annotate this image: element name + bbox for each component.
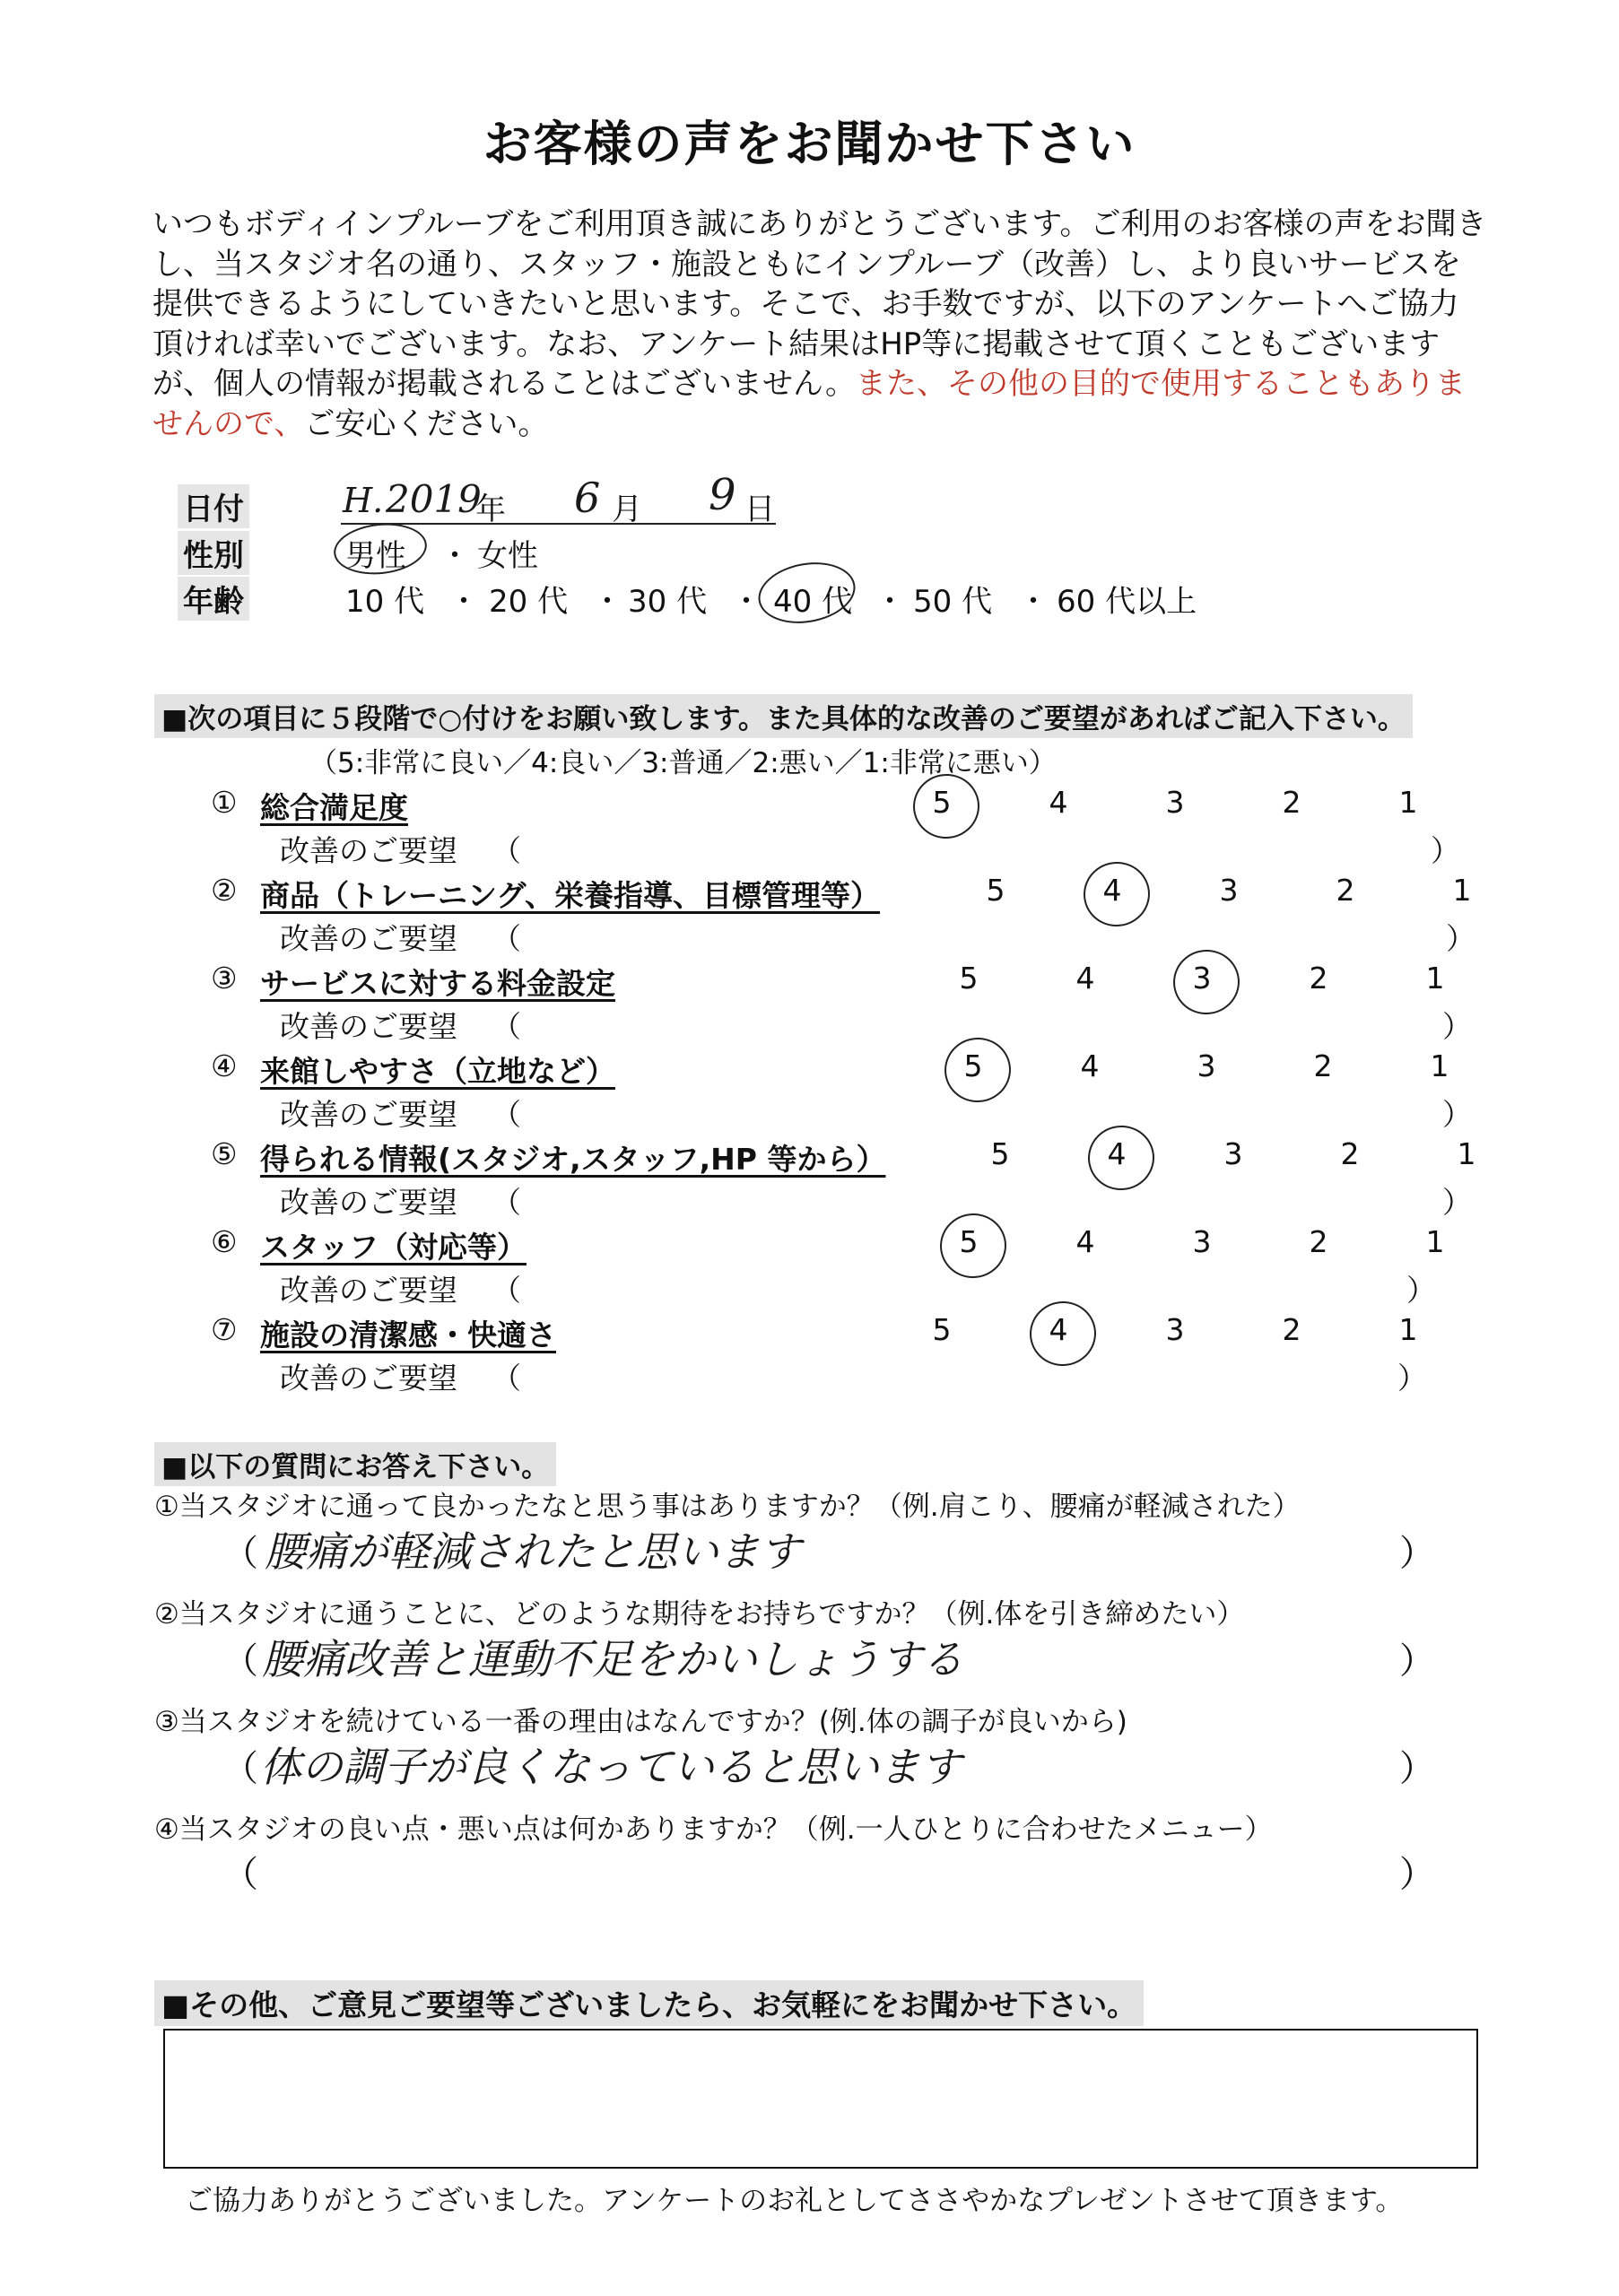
- date-era[interactable]: H.: [343, 481, 384, 520]
- age-label: 年齢: [178, 577, 249, 621]
- rating-score-option[interactable]: 2: [1309, 961, 1328, 996]
- date-day[interactable]: 9: [709, 470, 736, 520]
- rating-score-option[interactable]: 5: [986, 873, 1005, 908]
- answer-open-paren: （: [222, 1533, 258, 1574]
- gender-separator: ・: [440, 538, 470, 574]
- answer-open-paren: （: [222, 1748, 258, 1789]
- rating-score-option[interactable]: 3: [1223, 1136, 1243, 1171]
- rating-score-option[interactable]: 3: [1165, 785, 1185, 820]
- rating-request-close-paren: ）: [1442, 1185, 1472, 1220]
- rating-score-option[interactable]: 5: [959, 961, 979, 996]
- rating-score-option[interactable]: 5: [932, 785, 952, 820]
- rating-request-open-paren: （: [492, 1361, 521, 1396]
- question-text: ②当スタジオに通うことに、どのような期待をお持ちですか？（例.体を引き締めたい）: [154, 1598, 1245, 1631]
- rating-score-option[interactable]: 3: [1165, 1312, 1185, 1347]
- question-text: ③当スタジオを続けている一番の理由はなんですか？(例.体の調子が良いから): [154, 1706, 1127, 1738]
- rating-item-label: 得られる情報(スタジオ,スタッフ,HP 等から）: [260, 1142, 886, 1177]
- intro-paragraph: [152, 204, 1489, 444]
- rating-score-option[interactable]: 4: [1107, 1136, 1127, 1171]
- intro-text: いつもボディインプルーブをご利用頂き誠にありがとうございます。ご利用のお客様の声をお聞きし、当スタジオ名の通り、スタッフ・施設ともにインプルーブ（改善）し、より良いサービスを提供できるようにしていきたいと思います。そこで、お手数ですが、以下のアンケートへご協力頂ければ幸いでございます。なお、アンケート結果はHP等に掲載させて頂くこともございますが、個人の情報が掲載されることはございません。: [152, 206, 1487, 402]
- age-option-10[interactable]: 10 代: [345, 584, 425, 620]
- rating-score-option[interactable]: 4: [1075, 961, 1095, 996]
- answer-close-paren: ）: [1399, 1533, 1435, 1574]
- rating-request-close-paren: ）: [1406, 1273, 1436, 1308]
- questions-section-heading: ■以下の質問にお答え下さい。: [154, 1442, 556, 1486]
- rating-selected-circle: [1079, 857, 1153, 931]
- rating-score-option[interactable]: 4: [1049, 1312, 1068, 1347]
- rating-request-open-paren: （: [492, 1185, 521, 1220]
- answer-close-paren: ）: [1399, 1640, 1435, 1682]
- rating-score-option[interactable]: 2: [1282, 1312, 1301, 1347]
- rating-request-label: 改善のご要望: [280, 1273, 457, 1308]
- rating-score-option[interactable]: 5: [932, 1312, 952, 1347]
- rating-item-number: ⑥: [211, 1224, 238, 1259]
- rating-item-label: 来館しやすさ（立地など）: [260, 1054, 615, 1089]
- rating-request-open-paren: （: [492, 1273, 521, 1308]
- answer-handwritten[interactable]: 腰痛改善と運動不足をかいしょうする: [262, 1635, 963, 1683]
- question-text: ①当スタジオに通って良かったなと思う事はありますか？（例.肩こり、腰痛が軽減された）: [154, 1491, 1301, 1523]
- rating-item-label: 施設の清潔感・快適さ: [260, 1318, 556, 1352]
- rating-selected-circle: [1169, 945, 1243, 1019]
- rating-score-option[interactable]: 2: [1309, 1224, 1328, 1259]
- rating-request-open-paren: （: [492, 921, 521, 956]
- rating-request-open-paren: （: [492, 1009, 521, 1044]
- rating-item-label: スタッフ（対応等）: [260, 1230, 527, 1265]
- answer-handwritten[interactable]: 体の調子が良くなっていると思います: [260, 1743, 962, 1791]
- answer-open-paren: （: [222, 1640, 258, 1682]
- question-text: ④当スタジオの良い点・悪い点は何かありますか？（例.一人ひとりに合わせたメニュー）: [154, 1813, 1273, 1846]
- rating-request-label: 改善のご要望: [280, 921, 457, 956]
- date-day-unit: 日: [744, 491, 775, 527]
- rating-score-option[interactable]: 2: [1340, 1136, 1360, 1171]
- rating-request-close-paren: ）: [1446, 921, 1475, 956]
- age-separator: ・: [875, 584, 905, 620]
- rating-score-option[interactable]: 5: [959, 1224, 979, 1259]
- intro-red-text: また、その他の目的で使用することもありませんので、: [152, 366, 1467, 442]
- rating-request-open-paren: （: [492, 1097, 521, 1132]
- rating-score-option[interactable]: 4: [1102, 873, 1122, 908]
- rating-score-option[interactable]: 5: [963, 1048, 983, 1083]
- rating-request-label: 改善のご要望: [280, 1009, 457, 1044]
- rating-section-heading: ■次の項目に５段階で○付けをお願い致します。また具体的な改善のご要望があればご記入下さい。: [154, 694, 1413, 738]
- rating-selected-circle: [936, 1209, 1010, 1283]
- answer-close-paren: ）: [1399, 1748, 1435, 1789]
- rating-score-option[interactable]: 1: [1430, 1048, 1449, 1083]
- rating-score-option[interactable]: 3: [1192, 961, 1212, 996]
- footer-note: ご協力ありがとうございました。アンケートのお礼としてささやかなプレゼントさせて頂きます。: [185, 2185, 1404, 2217]
- rating-score-option[interactable]: 4: [1075, 1224, 1095, 1259]
- rating-score-option[interactable]: 5: [990, 1136, 1010, 1171]
- rating-score-option[interactable]: 2: [1282, 785, 1301, 820]
- rating-score-option[interactable]: 1: [1398, 1312, 1418, 1347]
- rating-score-option[interactable]: 4: [1049, 785, 1068, 820]
- date-year-unit: 年: [475, 491, 506, 527]
- date-label: 日付: [178, 484, 249, 528]
- rating-selected-circle: [909, 770, 983, 843]
- rating-item-number: ③: [211, 961, 238, 996]
- rating-item-number: ②: [211, 873, 238, 908]
- age-option-30[interactable]: 30 代: [628, 584, 708, 620]
- rating-item-number: ⑦: [211, 1312, 238, 1347]
- gender-option-female[interactable]: 女性: [477, 538, 538, 574]
- rating-request-label: 改善のご要望: [280, 1097, 457, 1132]
- age-option-60[interactable]: 60 代以上: [1057, 584, 1197, 620]
- other-comment-box[interactable]: [163, 2029, 1478, 2169]
- age-separator: ・: [448, 584, 479, 620]
- rating-item-number: ⑤: [211, 1136, 238, 1171]
- age-separator: ・: [592, 584, 622, 620]
- rating-request-label: 改善のご要望: [280, 1361, 457, 1396]
- age-option-20[interactable]: 20 代: [489, 584, 569, 620]
- rating-request-label: 改善のご要望: [280, 833, 457, 868]
- answer-close-paren: ）: [1399, 1854, 1435, 1895]
- gender-label: 性別: [178, 531, 249, 575]
- rating-selected-circle: [1084, 1121, 1158, 1195]
- rating-request-close-paren: ）: [1442, 1097, 1472, 1132]
- intro-end-text: ご安心ください。: [304, 405, 549, 442]
- rating-request-open-paren: （: [492, 833, 521, 868]
- age-option-40[interactable]: 40 代: [773, 584, 853, 620]
- age-option-50[interactable]: 50 代: [913, 584, 993, 620]
- rating-score-option[interactable]: 4: [1080, 1048, 1100, 1083]
- rating-score-option[interactable]: 1: [1425, 961, 1445, 996]
- rating-request-close-paren: ）: [1431, 833, 1460, 868]
- rating-selected-circle: [1025, 1297, 1100, 1370]
- rating-item-label: サービスに対する料金設定: [260, 966, 615, 1001]
- rating-request-close-paren: ）: [1442, 1009, 1472, 1044]
- date-month-unit: 月: [612, 491, 642, 527]
- rating-score-option[interactable]: 1: [1398, 785, 1418, 820]
- gender-option-male[interactable]: 男性: [345, 538, 406, 574]
- rating-score-option[interactable]: 1: [1457, 1136, 1476, 1171]
- rating-score-option[interactable]: 1: [1452, 873, 1472, 908]
- rating-selected-circle: [940, 1033, 1014, 1107]
- date-month[interactable]: 6: [574, 474, 601, 522]
- page-title: お客様の声をお聞かせ下さい: [483, 116, 1136, 172]
- date-year[interactable]: 2019: [386, 477, 482, 521]
- rating-item-number: ①: [211, 785, 238, 820]
- rating-request-close-paren: ）: [1397, 1361, 1427, 1396]
- answer-handwritten[interactable]: 腰痛が軽減されたと思います: [265, 1527, 801, 1576]
- age-separator: ・: [1018, 584, 1049, 620]
- rating-score-option[interactable]: 3: [1197, 1048, 1216, 1083]
- rating-request-label: 改善のご要望: [280, 1185, 457, 1220]
- other-section-heading: ■その他、ご意見ご要望等ございましたら、お気軽にをお聞かせ下さい。: [154, 1980, 1144, 2026]
- rating-score-option[interactable]: 1: [1425, 1224, 1445, 1259]
- rating-score-option[interactable]: 2: [1313, 1048, 1333, 1083]
- rating-score-option[interactable]: 2: [1336, 873, 1355, 908]
- rating-item-number: ④: [211, 1048, 238, 1083]
- date-underline: [341, 523, 776, 525]
- rating-item-label: 商品（トレーニング、栄養指導、目標管理等）: [260, 878, 881, 913]
- answer-open-paren: （: [222, 1854, 258, 1895]
- rating-scale-note: （5:非常に良い／4:良い／3:普通／2:悪い／1:非常に悪い）: [309, 747, 1057, 779]
- rating-score-option[interactable]: 3: [1192, 1224, 1212, 1259]
- age-separator: ・: [731, 584, 762, 620]
- rating-item-label: 総合満足度: [260, 790, 408, 825]
- rating-score-option[interactable]: 3: [1219, 873, 1239, 908]
